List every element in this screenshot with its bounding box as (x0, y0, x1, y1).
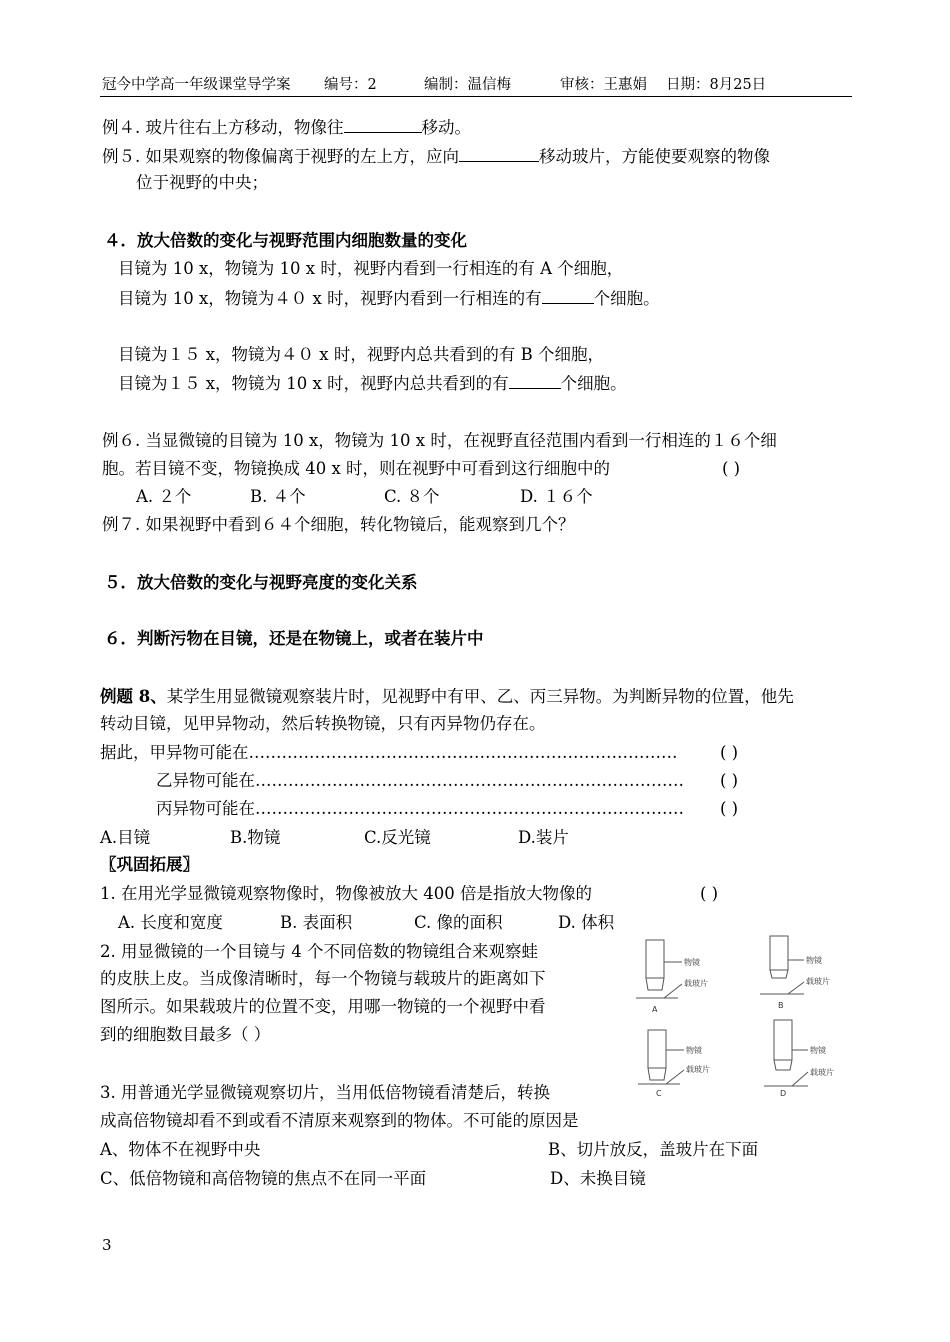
consolidate-q3-option-d: D、未换目镜 (550, 1169, 646, 1188)
example-8-option-b: B.物镜 (230, 828, 281, 847)
example-8-q3-text: 丙异物可能在 (156, 799, 255, 818)
section-4-line2 (118, 287, 660, 310)
dot-leader: …………………………………………………………………… (255, 799, 684, 818)
section-4-line3: 目镜为１５ x，物镜为４０ x 时，视野内总共看到的有 B 个细胞， (118, 345, 604, 364)
answer-blank (542, 287, 594, 304)
header-date: 日期：8月25日 (666, 77, 767, 93)
consolidate-q1-option-c: C. 像的面积 (414, 913, 503, 932)
section-4-title: ４．放大倍数的变化与视野范围内细胞数量的变化 (104, 231, 467, 250)
example-5-line2: 位于视野的中央； (136, 173, 268, 192)
objective-c (638, 1030, 684, 1084)
example-4-tail: 移动。 (421, 118, 471, 137)
section-4-line4 (118, 372, 627, 395)
panel-label-a: A (652, 1005, 658, 1014)
objective-label-d: 物镜 (810, 1046, 826, 1055)
consolidate-q1-paren: ( ) (700, 884, 719, 903)
consolidate-q2-line1: 2. 用显微镜的一个目镜与 4 个不同倍数的物镜组合来观察蛙 (100, 942, 538, 961)
consolidate-q3-option-a: A、物体不在视野中央 (100, 1140, 261, 1159)
example-6-line2: 胞。若目镜不变，物镜换成 40 x 时，则在视野中可看到这行细胞中的 (102, 459, 611, 478)
example-8-q2-paren: ( ) (720, 771, 739, 790)
consolidate-q1-option-b: B. 表面积 (280, 913, 353, 932)
section-4-line4-text: 目镜为１５ x，物镜为 10 x 时，视野内总共看到的有 (118, 374, 509, 393)
example-6-option-c: C. ８个 (384, 487, 440, 506)
example-8-text: 某学生用显微镜观察装片时，见视野中有甲、乙、丙三异物。为判断异物的位置，他先 (166, 687, 794, 706)
section-4-line2-text: 目镜为 10 x，物镜为４０ x 时，视野内看到一行相连的有 (118, 289, 542, 308)
example-6-option-d: D. １６个 (520, 487, 593, 506)
objective-label-c: 物镜 (686, 1046, 702, 1055)
header-number: 编号：2 (324, 77, 377, 93)
example-8-label: 例题 8、 (100, 687, 167, 706)
consolidate-q3-option-b: B、切片放反，盖玻片在下面 (548, 1140, 759, 1159)
answer-blank (509, 372, 561, 389)
example-7: 例７. 如果视野中看到６４个细胞，转化物镜后，能观察到几个？ (102, 515, 575, 534)
example-4-text: 例４. 玻片往右上方移动，物像往 (102, 118, 344, 137)
panel-label-c: C (656, 1089, 662, 1098)
consolidate-q2-line4: 到的细胞数目最多（ ） (100, 1025, 271, 1044)
answer-blank (344, 116, 422, 133)
example-8-q1-text: 据此，甲异物可能在 (100, 743, 249, 762)
example-6-line1: 例６. 当显微镜的目镜为 10 x，物镜为 10 x 时，在视野直径范围内看到一行相连的１６个细 (102, 431, 777, 450)
consolidate-q1-option-d: D. 体积 (558, 913, 615, 932)
objective-d (764, 1020, 808, 1086)
objective-label-b: 物镜 (806, 956, 822, 965)
header-reviewer: 审核：王惠娟 (560, 77, 647, 93)
example-8-q2-text: 乙异物可能在 (156, 771, 255, 790)
example-8-line2: 转动目镜，见甲异物动，然后转换物镜，只有丙异物仍存在。 (100, 714, 546, 733)
header-editor: 编制：温信梅 (424, 77, 511, 93)
consolidate-q3-option-c: C、低倍物镜和高倍物镜的焦点不在同一平面 (100, 1169, 427, 1188)
objective-a (636, 940, 682, 998)
consolidate-q2-line3: 图所示。如果载玻片的位置不变，用哪一物镜的一个视野中看 (100, 997, 546, 1016)
page-number: 3 (102, 1236, 112, 1254)
section-4-line1: 目镜为 10 x，物镜为 10 x 时，视野内看到一行相连的有 A 个细胞， (118, 259, 624, 278)
example-8-q3 (156, 798, 707, 820)
section-4-line2-tail: 个细胞。 (593, 289, 660, 308)
example-6-option-a: A. ２个 (136, 487, 192, 506)
example-5-text: 例５. 如果观察的物像偏离于视野的左上方，应向 (102, 147, 459, 166)
example-5-tail: 移动玻片，方能使要观察的物像 (539, 147, 770, 166)
consolidate-title: 〖巩固拓展〗 (100, 855, 199, 874)
consolidate-q1: 1. 在用光学显微镜观察物像时，物像被放大 400 倍是指放大物像的 (100, 884, 592, 903)
objective-figure-svg (634, 932, 850, 1100)
example-8-q2 (156, 770, 707, 792)
dot-leader: …………………………………………………………………… (255, 771, 684, 790)
consolidate-q3-line2: 成高倍物镜却看不到或看不清原来观察到的物体。不可能的原因是 (100, 1111, 579, 1130)
slide-label-d: 载玻片 (810, 1068, 834, 1077)
objective-b (760, 936, 804, 994)
example-6-option-b: B. ４个 (250, 487, 306, 506)
header-rule (100, 96, 852, 97)
objective-distance-figure (634, 932, 850, 1100)
answer-blank (459, 145, 539, 162)
panel-label-d: D (780, 1089, 787, 1098)
example-8-line1 (100, 686, 794, 708)
example-8-q3-paren: ( ) (720, 799, 739, 818)
example-8-q1-paren: ( ) (720, 743, 739, 762)
slide-label-b: 载玻片 (806, 977, 830, 986)
consolidate-q2-line2: 的皮肤上皮。当成像清晰时，每一个物镜与载玻片的距离如下 (100, 969, 546, 988)
consolidate-q1-option-a: A. 长度和宽度 (118, 913, 223, 932)
example-8-q1 (100, 742, 701, 764)
example-8-option-c: C.反光镜 (364, 828, 431, 847)
objective-label-a: 物镜 (684, 958, 700, 967)
example-8-option-d: D.装片 (518, 828, 569, 847)
section-4-line4-tail: 个细胞。 (560, 374, 627, 393)
panel-label-b: B (778, 1001, 784, 1010)
slide-label-c: 载玻片 (686, 1065, 710, 1074)
example-8-option-a: A.目镜 (100, 828, 151, 847)
header-school: 冠今中学高一年级课堂导学案 (102, 77, 291, 93)
section-6-title: ６．判断污物在目镜，还是在物镜上，或者在装片中 (104, 629, 484, 648)
dot-leader: …………………………………………………………………… (248, 743, 678, 762)
example-6-answer-paren: ( ) (722, 459, 741, 478)
slide-label-a: 载玻片 (684, 979, 708, 988)
consolidate-q3-line1: 3. 用普通光学显微镜观察切片，当用低倍物镜看清楚后，转换 (100, 1083, 550, 1102)
section-5-title: ５．放大倍数的变化与视野亮度的变化关系 (104, 573, 418, 592)
example-5 (102, 145, 770, 168)
example-4 (102, 116, 471, 139)
